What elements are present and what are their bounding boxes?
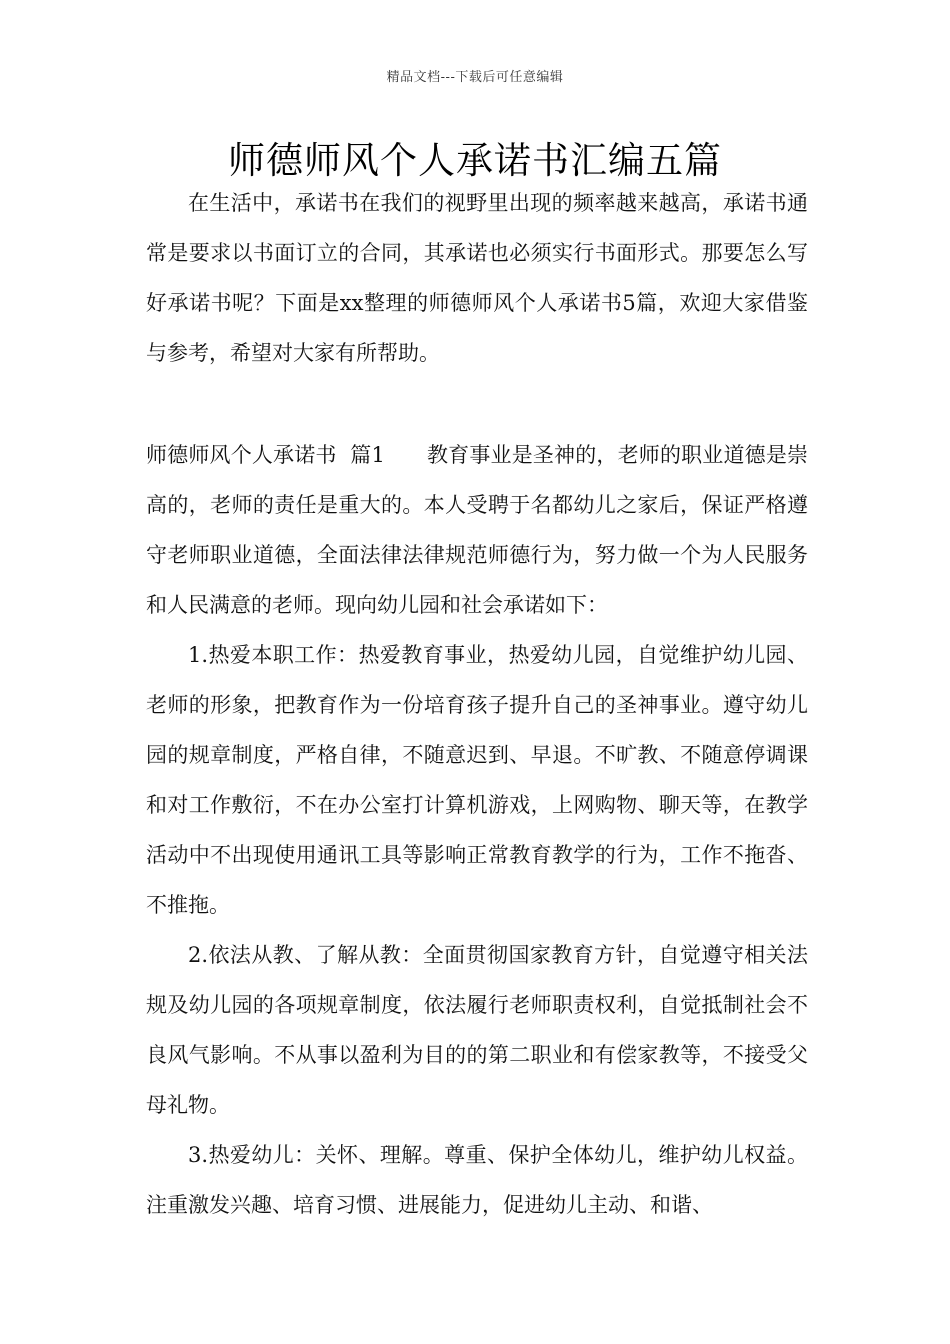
document-body [146,178,808,1230]
header-note: 精品文档---下载后可任意编辑 [386,70,564,85]
item-3-paragraph: 3.热爱幼儿：关怀、理解。尊重、保护全体幼儿，维护幼儿权益。注重激发兴趣、培育习惯、进展能力，促进幼儿主动、和谐、 [146,1143,808,1217]
intro-paragraph: 在生活中，承诺书在我们的视野里出现的频率越来越高，承诺书通常是要求以书面订立的合同，其承诺也必须实行书面形式。那要怎么写好承诺书呢？下面是xx整理的师德师风个人承诺书5篇，欢迎大家借鉴与参考，希望对大家有所帮助。 [146,191,808,365]
section-1-paragraph [146,430,808,630]
section-1-heading: 师德师风个人承诺书 篇1 [146,443,385,467]
section-1-lead: 教育事业是圣神的，老师的职业道德是崇高的，老师的责任是重大的。本人受聘于名都幼儿之家后，保证严格遵守老师职业道德，全面法律法律规范师德行为，努力做一个为人民服务和人民满意的老师。现向幼儿园和社会承诺如下： [146,443,808,617]
document-title: 师德师风个人承诺书汇编五篇 [228,139,722,182]
paragraph-gap [146,378,808,430]
item-1-paragraph: 1.热爱本职工作：热爱教育事业，热爱幼儿园，自觉维护幼儿园、老师的形象，把教育作为一份培育孩子提升自己的圣神事业。遵守幼儿园的规章制度，严格自律，不随意迟到、早退。不旷教、不随意停调课和对工作敷衍，不在办公室打计算机游戏，上网购物、聊天等，在教学活动中不出现使用通讯工具等影响正常教育教学的行为，工作不拖沓、不推拖。 [146,643,808,917]
item-2-paragraph: 2.依法从教、了解从教：全面贯彻国家教育方针，自觉遵守相关法规及幼儿园的各项规章制度，依法履行老师职责权利，自觉抵制社会不良风气影响。不从事以盈利为目的的第二职业和有偿家教等，不接受父母礼物。 [146,943,808,1117]
